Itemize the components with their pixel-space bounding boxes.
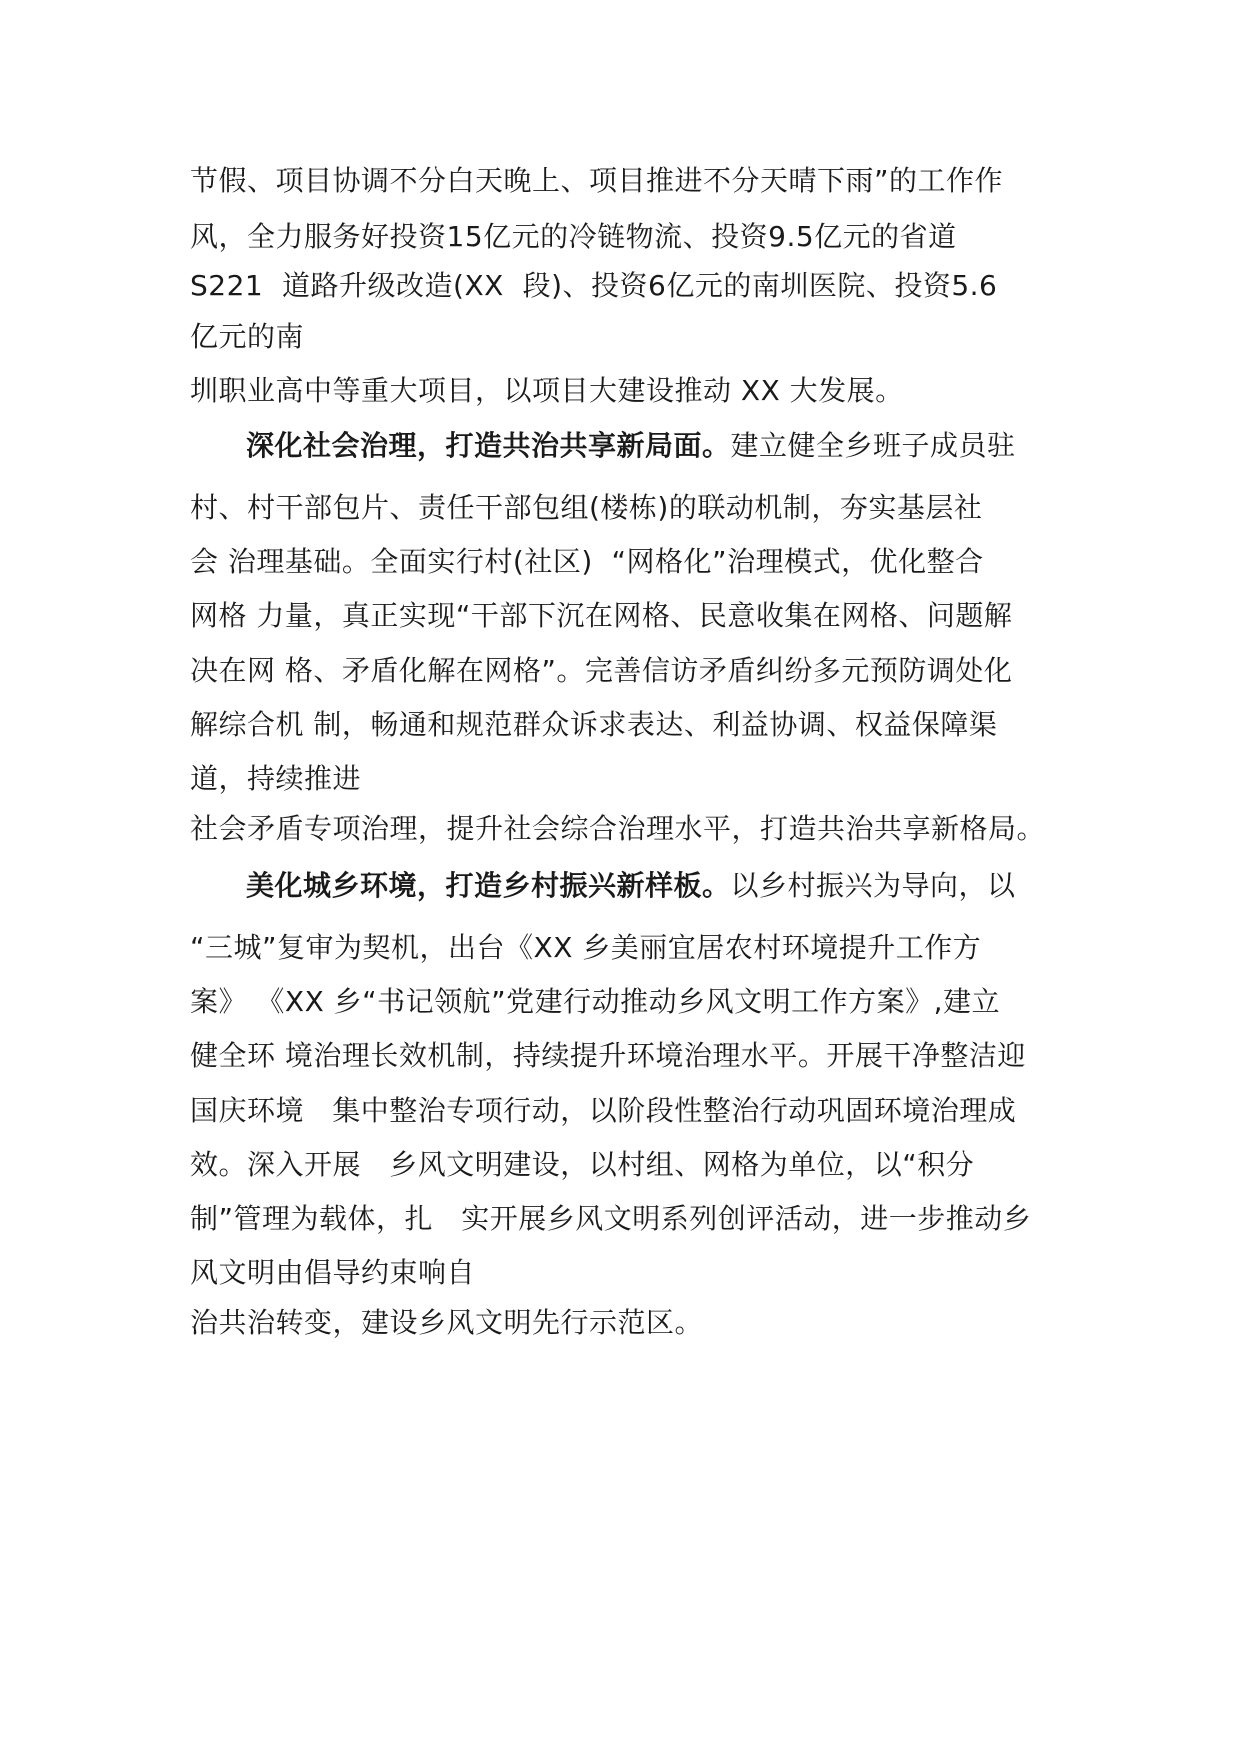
text-line: 风文明由倡导约束响自: [190, 1256, 476, 1289]
text-run: 以乡村振兴为导向，以: [730, 869, 1016, 902]
text-line: 亿元的南: [190, 320, 305, 353]
text-line: 解综合机 制，畅通和规范群众诉求表达、利益协调、权益保障渠: [190, 708, 998, 741]
text-line: 案》 《XX 乡“书记领航”党建行动推动乡风文明工作方案》,建立: [190, 985, 1001, 1018]
paragraph-first-line: [246, 868, 1016, 904]
section-heading: 美化城乡环境，打造乡村振兴新样板。: [246, 869, 731, 902]
text-line: 健全环 境治理长效机制，持续提升环境治理水平。开展干净整洁迎: [190, 1039, 1026, 1072]
text-line: “三城”复审为契机，出台《XX 乡美丽宜居农村环境提升工作方: [190, 931, 982, 964]
text-line: 社会矛盾专项治理，提升社会综合治理水平，打造共治共享新格局。: [190, 812, 1046, 845]
text-line: 风，全力服务好投资15亿元的冷链物流、投资9.5亿元的省道: [190, 220, 957, 253]
text-line: S221 道路升级改造(XX 段)、投资6亿元的南圳医院、投资5.6: [190, 269, 998, 302]
text-line: 圳职业高中等重大项目，以项目大建设推动 XX 大发展。: [190, 374, 904, 407]
text-line: 制”管理为载体，扎 实开展乡风文明系列创评活动，进一步推动乡: [190, 1202, 1032, 1235]
text-run: 建立健全乡班子成员驻: [730, 429, 1016, 462]
text-line: 治共治转变，建设乡风文明先行示范区。: [190, 1306, 704, 1339]
text-line: 道，持续推进: [190, 762, 362, 795]
text-line: 决在网 格、矛盾化解在网格”。完善信访矛盾纠纷多元预防调处化: [190, 654, 1013, 687]
text-line: 效。深入开展 乡风文明建设，以村组、网格为单位，以“积分: [190, 1148, 975, 1181]
text-line: 会 治理基础。全面实行村(社区) “网格化”治理模式，优化整合: [190, 545, 984, 578]
text-line: 村、村干部包片、责任干部包组(楼栋)的联动机制，夯实基层社: [190, 491, 983, 524]
text-line: 国庆环境 集中整治专项行动，以阶段性整治行动巩固环境治理成: [190, 1094, 1017, 1127]
text-line: 网格 力量，真正实现“干部下沉在网格、民意收集在网格、问题解: [190, 599, 1013, 632]
section-heading: 深化社会治理，打造共治共享新局面。: [246, 429, 731, 462]
paragraph-first-line: [246, 428, 1016, 464]
text-line: 节假、项目协调不分白天晚上、项目推进不分天晴下雨”的工作作: [190, 164, 1004, 197]
